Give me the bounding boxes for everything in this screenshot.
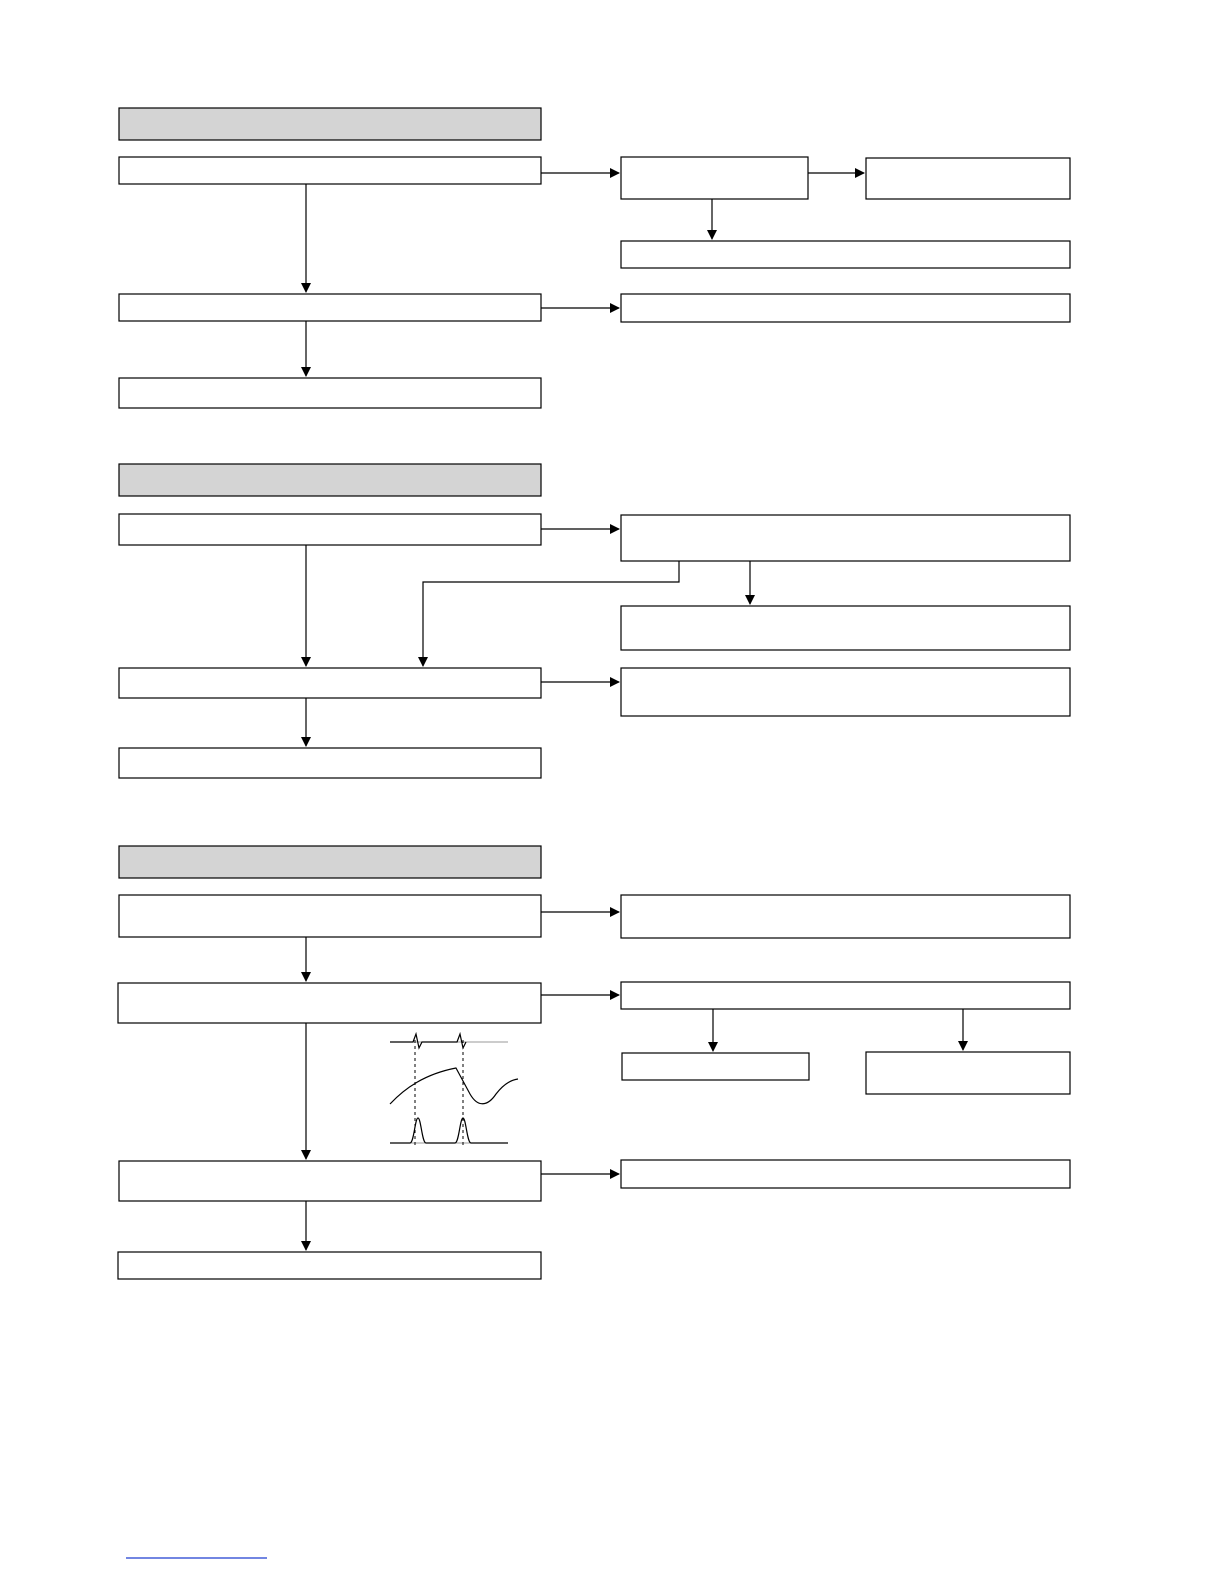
flowchart-2-branch-1-sub (621, 606, 1070, 650)
flowchart-2-header (119, 464, 541, 496)
flowchart-2-step-1 (119, 514, 541, 545)
flowchart-2-branch-1 (621, 515, 1070, 561)
flowchart-1-step-1 (119, 157, 541, 184)
flowchart-1-branch-1-result (866, 158, 1070, 199)
flowchart-2-branch-2 (621, 668, 1070, 716)
flowchart-3-branch-2 (621, 982, 1070, 1009)
flowchart-3-header (119, 846, 541, 878)
flowchart-1 (119, 108, 1070, 408)
flowchart-1-step-3 (119, 378, 541, 408)
waveform-top-trace (390, 1034, 466, 1048)
flowchart-3-branch-3 (621, 1160, 1070, 1188)
waveform-illustration (390, 1034, 518, 1146)
flowchart-3-step-2 (118, 983, 541, 1023)
waveform-bottom-trace (390, 1118, 508, 1143)
flowchart-3-branch-1 (621, 895, 1070, 938)
flowchart-2-step-3 (119, 748, 541, 778)
flowchart-2 (119, 464, 1070, 778)
flowchart-3-step-1 (119, 895, 541, 937)
flowchart-3-step-3 (119, 1161, 541, 1201)
flowchart-1-step-2 (119, 294, 541, 321)
flowchart-1-branch-1-alt (621, 241, 1070, 268)
flowchart-3-step-4 (118, 1252, 541, 1279)
flowchart-3-branch-2-left (622, 1053, 809, 1080)
flowchart-1-branch-1 (621, 157, 808, 199)
flowchart-1-branch-2 (621, 294, 1070, 322)
flowchart-3 (118, 846, 1070, 1279)
flowchart-1-header (119, 108, 541, 140)
flowchart-2-step-2 (119, 668, 541, 698)
waveform-middle-trace (390, 1068, 518, 1104)
flowchart-3-branch-2-right (866, 1052, 1070, 1094)
